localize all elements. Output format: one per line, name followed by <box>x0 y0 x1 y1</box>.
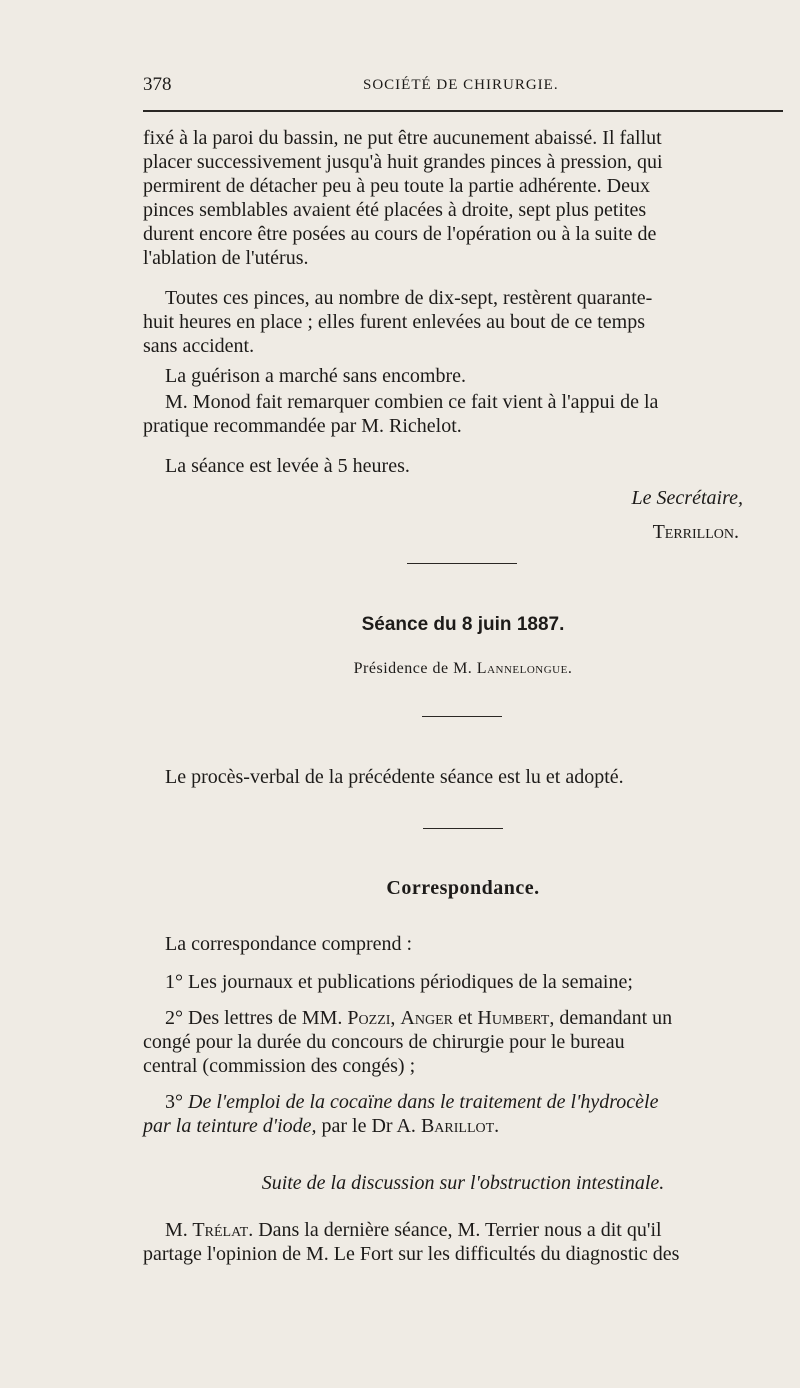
text-line: central (commission des congés) ; <box>143 1055 416 1077</box>
text-line <box>143 1114 783 1138</box>
text-line: M. Monod fait remarquer combien ce fait vient à l'appui de la <box>165 391 659 413</box>
text-line: pinces semblables avaient été placées à droite, sept plus petites <box>143 199 647 221</box>
page-header <box>143 74 783 100</box>
text-line: placer successivement jusqu'à huit grandes pinces à pression, qui <box>143 151 663 173</box>
paragraph-proces-verbal <box>143 765 783 789</box>
name-anger: Anger <box>400 1007 453 1029</box>
paragraph-operation <box>143 126 783 270</box>
correspondance-item-3 <box>143 1090 783 1138</box>
discussion-title-block <box>143 1171 783 1195</box>
text-line <box>143 1090 783 1114</box>
text-line <box>143 1218 783 1242</box>
paragraph-monod <box>143 390 783 438</box>
presidence-line <box>143 660 783 678</box>
name-pozzi: Pozzi, <box>347 1007 396 1029</box>
text-line: 1° Les journaux et publications périodiques de la semaine; <box>165 971 633 993</box>
item3-by: par le Dr A. <box>321 1115 416 1137</box>
presidence-prefix: Présidence de M. <box>353 660 473 677</box>
text-line: Le procès-verbal de la précédente séance est lu et adopté. <box>165 766 624 788</box>
item2-start: 2° Des lettres de MM. <box>165 1007 343 1029</box>
text-line: Toutes ces pinces, au nombre de dix-sept, restèrent quarante- <box>165 287 653 309</box>
text-line: partage l'opinion de M. Le Fort sur les difficultés du diagnostic des <box>143 1243 680 1265</box>
trelat-text: Dans la dernière séance, M. Terrier nous a dit qu'il <box>258 1219 662 1241</box>
correspondance-intro <box>143 932 783 956</box>
signature-role: Le Secrétaire, <box>631 487 743 509</box>
paragraph-levee <box>143 454 783 478</box>
header-rule <box>143 110 783 112</box>
text-line: La séance est levée à 5 heures. <box>165 455 410 477</box>
text-line: pratique recommandée par M. Richelot. <box>143 415 462 437</box>
paragraph-pinces <box>143 286 783 358</box>
text-line: fixé à la paroi du bassin, ne put être aucunement abaissé. Il fallut <box>143 127 662 149</box>
name-humbert: Humbert, <box>477 1007 555 1029</box>
paragraph-trelat <box>143 1218 783 1266</box>
section-rule <box>423 828 503 829</box>
text-line: l'ablation de l'utérus. <box>143 247 309 269</box>
section-rule <box>407 563 517 564</box>
section-rule <box>422 716 502 717</box>
text-line: durent encore être posées au cours de l'opération ou à la suite de <box>143 223 657 245</box>
text-line: sans accident. <box>143 335 255 357</box>
president-name: Lannelongue. <box>476 660 573 677</box>
correspondance-item-1 <box>143 970 783 994</box>
text-line: La correspondance comprend : <box>165 933 413 955</box>
signature-block <box>143 486 783 544</box>
seance-title: Séance du 8 juin 1887. <box>361 614 565 635</box>
text-line: permirent de détacher peu à peu toute la partie adhérente. Deux <box>143 175 650 197</box>
text-line: congé pour la durée du concours de chirurgie pour le bureau <box>143 1031 625 1053</box>
item3-number: 3° <box>165 1091 183 1113</box>
paragraph-guerison <box>143 364 783 388</box>
text-line: La guérison a marché sans encombre. <box>165 365 466 387</box>
item2-et: et <box>457 1007 473 1029</box>
speaker-trelat: M. Trélat. <box>165 1219 254 1241</box>
author-barillot: Barillot. <box>420 1115 500 1137</box>
correspondance-title: Correspondance. <box>386 877 540 899</box>
correspondance-item-2 <box>143 1006 783 1078</box>
item3-title: De l'emploi de la cocaïne dans le traitement de l'hydrocèle <box>188 1091 659 1113</box>
running-head: SOCIÉTÉ DE CHIRURGIE. <box>363 77 559 93</box>
item3-title-cont: par la teinture d'iode, <box>143 1115 317 1137</box>
text-line <box>143 1006 783 1030</box>
item2-rest: demandant un <box>559 1007 673 1029</box>
page-number: 378 <box>143 74 172 95</box>
signature-name: Terrillon. <box>652 521 739 543</box>
discussion-title: Suite de la discussion sur l'obstruction intestinale. <box>261 1172 665 1194</box>
text-line: huit heures en place ; elles furent enlevées au bout de ce temps <box>143 311 646 333</box>
